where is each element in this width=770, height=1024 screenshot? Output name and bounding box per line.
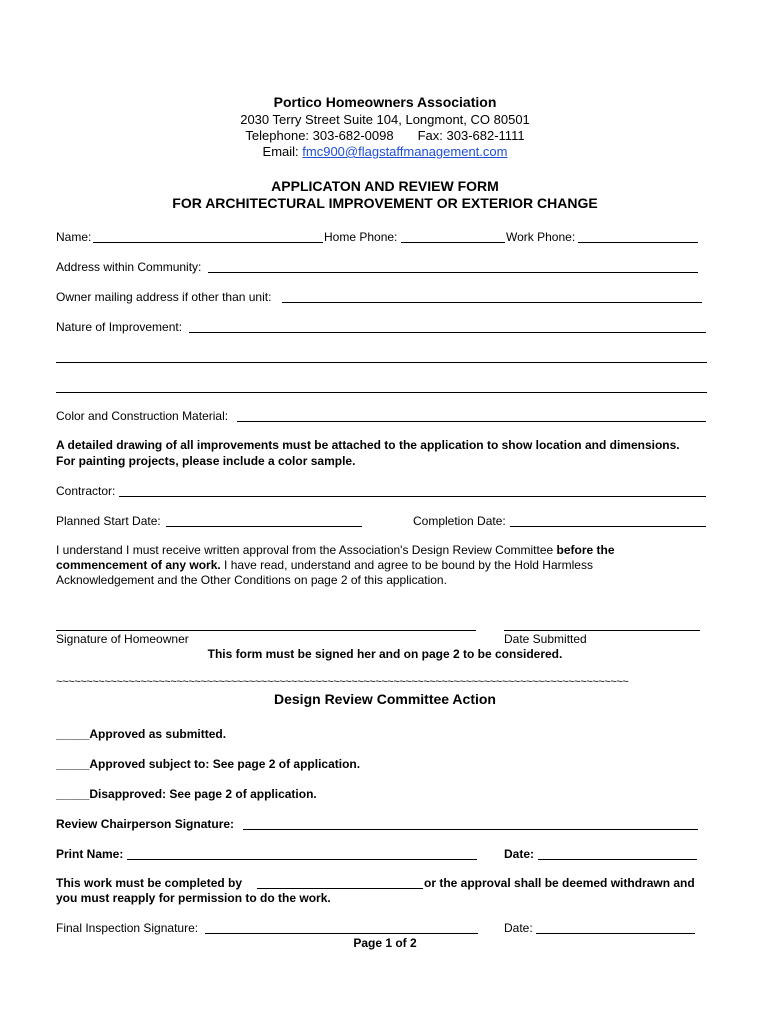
home-phone-label: Home Phone:: [324, 230, 398, 244]
org-telephone: Telephone: 303-682-0098: [245, 128, 394, 143]
date-submitted-field[interactable]: [504, 630, 700, 631]
nature-label: Nature of Improvement:: [56, 320, 183, 334]
org-address: 2030 Terry Street Suite 104, Longmont, CO 80501: [240, 112, 530, 127]
planned-start-label: Planned Start Date:: [56, 514, 161, 528]
contractor-field[interactable]: [119, 496, 706, 497]
planned-start-field[interactable]: [166, 526, 362, 527]
final-date-field[interactable]: [536, 933, 695, 934]
org-name: Portico Homeowners Association: [273, 94, 497, 110]
final-inspection-field[interactable]: [205, 933, 478, 934]
color-material-label: Color and Construction Material:: [56, 409, 229, 423]
org-fax: Fax: 303-682-1111: [417, 128, 525, 143]
understand-bold-2: commencement of any work.: [56, 558, 221, 572]
homeowner-signature-field[interactable]: [56, 630, 476, 631]
drawing-note-line2: For painting projects, please include a color sample.: [56, 454, 356, 468]
completed-by-field[interactable]: [257, 888, 423, 889]
form-title-line1: APPLICATON AND REVIEW FORM: [271, 178, 499, 194]
approved-subject-option[interactable]: _____Approved subject to: See page 2 of application.: [56, 757, 361, 771]
chair-signature-field[interactable]: [243, 829, 698, 830]
contractor-label: Contractor:: [56, 484, 116, 498]
org-email: [0, 144, 770, 159]
approved-option[interactable]: _____Approved as submitted.: [56, 727, 227, 741]
print-name-field[interactable]: [127, 859, 477, 860]
page-number: Page 1 of 2: [353, 936, 417, 950]
completed-by-label: This work must be completed by: [56, 876, 243, 890]
name-field[interactable]: [93, 242, 323, 243]
chair-signature-label: Review Chairperson Signature:: [56, 817, 235, 831]
committee-date-field[interactable]: [538, 859, 697, 860]
must-sign-note: This form must be signed her and on page 2 to be considered.: [207, 647, 563, 661]
color-material-field[interactable]: [237, 421, 706, 422]
completion-label: Completion Date:: [413, 514, 506, 528]
drawing-note-line1: A detailed drawing of all improvements must be attached to the application to show location and dimensions.: [56, 438, 680, 452]
work-phone-label: Work Phone:: [506, 230, 576, 244]
email-label: Email:: [262, 144, 299, 159]
owner-mailing-field[interactable]: [282, 302, 702, 303]
name-label: Name:: [56, 230, 92, 244]
owner-mailing-label: Owner mailing address if other than unit:: [56, 290, 272, 304]
final-inspection-label: Final Inspection Signature:: [56, 921, 199, 935]
understand-text-b: I have read, understand and agree to be bound by the Hold Harmless: [220, 558, 593, 572]
committee-heading: Design Review Committee Action: [274, 691, 496, 707]
address-label: Address within Community:: [56, 260, 202, 274]
home-phone-field[interactable]: [401, 242, 505, 243]
understand-bold-1: before the: [556, 543, 615, 557]
reapply-text: you must reapply for permission to do the work.: [56, 891, 331, 905]
date-submitted-label: Date Submitted: [504, 632, 587, 646]
understand-line2: [56, 558, 593, 572]
nature-field[interactable]: [189, 332, 706, 333]
tilde-separator: ~~~~~~~~~~~~~~~~~~~~~~~~~~~~~~~~~~~~~~~~~~~~~~~~~~~~~~~~~~~~~~~~~~~~~~~~~~~~~~~~~~~~~~~~~~~~~~~: [56, 676, 629, 688]
work-phone-field[interactable]: [578, 242, 698, 243]
withdrawn-text: or the approval shall be deemed withdrawn and: [424, 876, 695, 890]
understand-text-a: I understand I must receive written approval from the Association's Design Review Committee: [56, 543, 557, 557]
address-field[interactable]: [208, 272, 698, 273]
email-link[interactable]: fmc900@flagstaffmanagement.com: [302, 144, 508, 159]
understand-line3: Acknowledgement and the Other Conditions on page 2 of this application.: [56, 573, 447, 587]
committee-date-label: Date:: [504, 847, 535, 861]
completion-field[interactable]: [510, 526, 706, 527]
homeowner-signature-label: Signature of Homeowner: [56, 632, 189, 646]
understand-line1: [56, 543, 615, 557]
disapproved-option[interactable]: _____Disapproved: See page 2 of application.: [56, 787, 317, 801]
form-title-line2: FOR ARCHITECTURAL IMPROVEMENT OR EXTERIOR CHANGE: [172, 195, 598, 211]
nature-field-line2[interactable]: [56, 362, 707, 363]
nature-field-line3[interactable]: [56, 392, 707, 393]
org-phone-fax: [0, 128, 770, 143]
print-name-label: Print Name:: [56, 847, 124, 861]
final-date-label: Date:: [504, 921, 533, 935]
